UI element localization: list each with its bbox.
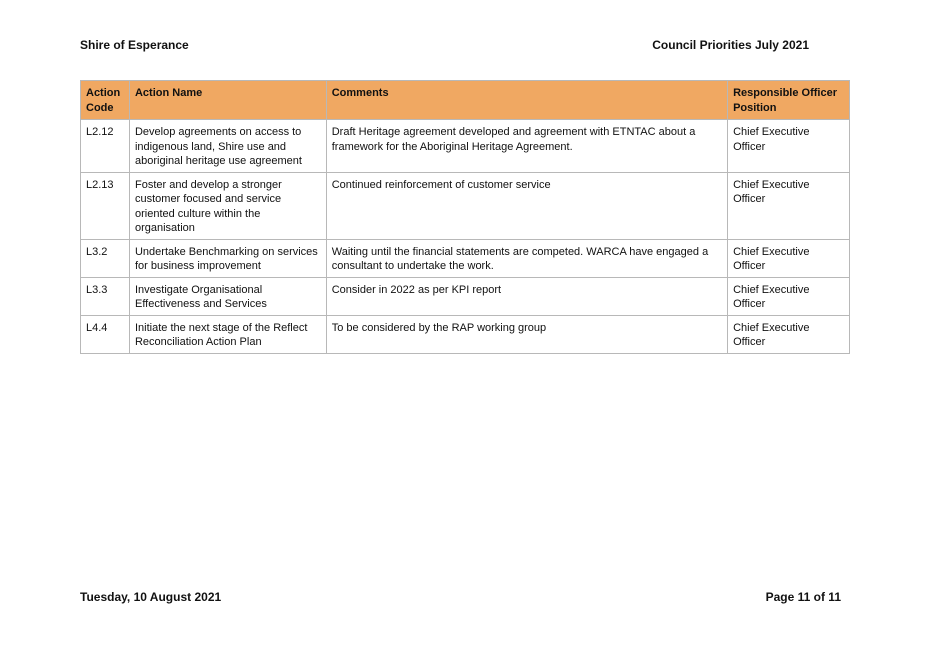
comments-cell: To be considered by the RAP working group xyxy=(326,315,727,353)
column-header-action-code: Action Code xyxy=(81,81,130,120)
comments-cell: Waiting until the financial statements are competed. WARCA have engaged a consultant to undertake the work. xyxy=(326,239,727,277)
organisation-name: Shire of Esperance xyxy=(80,38,189,52)
officer-cell: Chief Executive Officer xyxy=(728,277,850,315)
officer-cell: Chief Executive Officer xyxy=(728,315,850,353)
table-row xyxy=(81,277,850,315)
action-code-cell: L3.2 xyxy=(81,239,130,277)
table-header-row xyxy=(81,81,850,120)
column-header-responsible-officer: Responsible Officer Position xyxy=(728,81,850,120)
officer-cell: Chief Executive Officer xyxy=(728,239,850,277)
table-row xyxy=(81,172,850,239)
action-code-cell: L2.12 xyxy=(81,120,130,173)
action-name-cell: Investigate Organisational Effectiveness and Services xyxy=(129,277,326,315)
comments-cell: Draft Heritage agreement developed and agreement with ETNTAC about a framework for the Aboriginal Heritage Agreement. xyxy=(326,120,727,173)
action-name-cell: Develop agreements on access to indigenous land, Shire use and aboriginal heritage use agreement xyxy=(129,120,326,173)
comments-cell: Continued reinforcement of customer service xyxy=(326,172,727,239)
council-priorities-table xyxy=(80,80,850,354)
officer-cell: Chief Executive Officer xyxy=(728,120,850,173)
page-number: Page 11 of 11 xyxy=(765,590,841,604)
officer-cell: Chief Executive Officer xyxy=(728,172,850,239)
table-row xyxy=(81,315,850,353)
report-title: Council Priorities July 2021 xyxy=(652,38,809,52)
comments-cell: Consider in 2022 as per KPI report xyxy=(326,277,727,315)
action-name-cell: Foster and develop a stronger customer focused and service oriented culture within the organisation xyxy=(129,172,326,239)
column-header-comments: Comments xyxy=(326,81,727,120)
footer-date: Tuesday, 10 August 2021 xyxy=(80,590,222,604)
action-name-cell: Initiate the next stage of the Reflect Reconciliation Action Plan xyxy=(129,315,326,353)
action-code-cell: L3.3 xyxy=(81,277,130,315)
action-code-cell: L2.13 xyxy=(81,172,130,239)
action-name-cell: Undertake Benchmarking on services for business improvement xyxy=(129,239,326,277)
table-row xyxy=(81,239,850,277)
column-header-action-name: Action Name xyxy=(129,81,326,120)
action-code-cell: L4.4 xyxy=(81,315,130,353)
table-row xyxy=(81,120,850,173)
